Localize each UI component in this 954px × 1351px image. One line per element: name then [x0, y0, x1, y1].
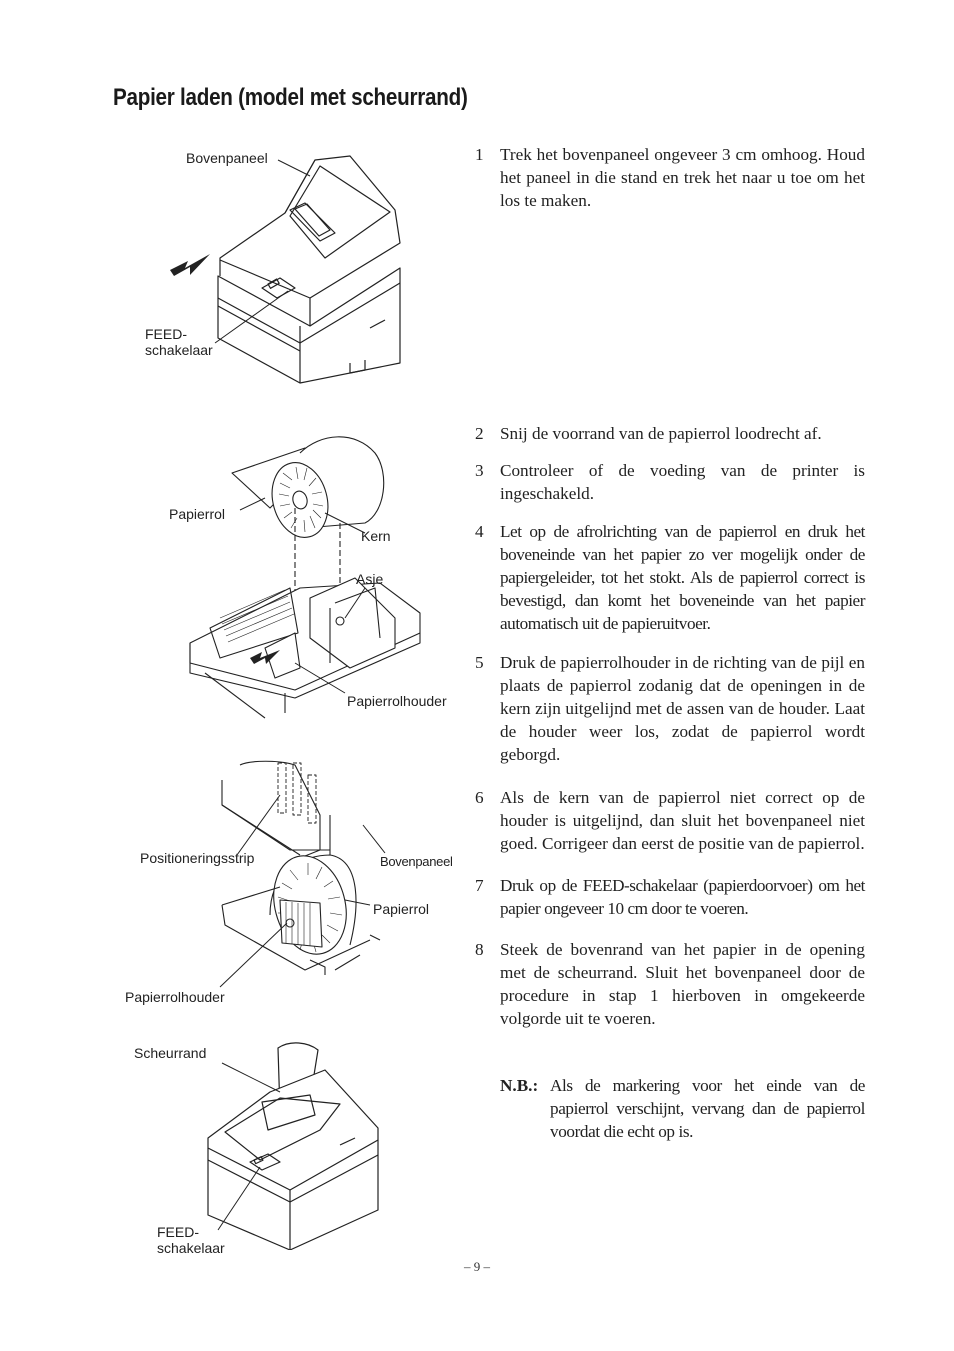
step-number: 6: [475, 787, 484, 807]
step-list: [475, 422, 865, 1030]
label-scheurrand: Scheurrand: [134, 1045, 207, 1061]
step-text: Snij de voorrand van de papierrol loodrecht af.: [500, 424, 822, 443]
step-text: Als de kern van de papierrol niet correct op de houder is uitgelijnd, dan sluit het bovenpaneel niet goed. Corrigeer dan eerst de positie van de papierrol.: [500, 787, 865, 854]
printer-tear-bar-illustration: [150, 1030, 390, 1250]
step-number: 4: [475, 521, 484, 541]
step-text: Trek het bovenpaneel ongeveer 3 cm omhoog. Houd het paneel in die stand en trek het naar u toe om het los te maken.: [500, 145, 865, 211]
step-number: 3: [475, 461, 484, 481]
step-number: 2: [475, 424, 484, 443]
step-number: 1: [475, 145, 484, 164]
label-positioneringsstrip: Positioneringsstrip: [140, 850, 255, 866]
step-text: Let op de afrolrichting van de papierrol en druk het boveneinde van het papier zo ver mogelijk onder de papiergeleider, tot het stokt. Als de papierrol correct is bevestigd, dan komt het boveneinde van het papier automatisch uit de papieruitvoer.: [500, 521, 865, 634]
step-item: [475, 422, 865, 445]
step-item: [475, 874, 865, 920]
label-papierrolhouder-2: Papierrolhouder: [347, 693, 447, 709]
paper-roll-insertion-illustration: [180, 428, 470, 723]
step-item: [475, 938, 865, 1031]
label-asje: Asje: [356, 571, 384, 587]
note-label: N.B.:: [500, 1076, 539, 1095]
step-text: Steek de bovenrand van het papier in de opening met de scheurrand. Sluit het bovenpaneel door de procedure in stap 1 hierboven in omgekeerde volgorde uit te voeren.: [500, 939, 865, 1029]
page-number: – 9 –: [464, 1259, 490, 1274]
label-feed-4b: schakelaar: [157, 1240, 225, 1256]
label-kern: Kern: [361, 528, 391, 544]
label-feed-4a: FEED-: [157, 1224, 199, 1240]
step-number: 5: [475, 652, 484, 672]
step-number: 8: [475, 939, 484, 959]
label-feed-1b: schakelaar: [145, 342, 213, 358]
positioning-strip-illustration: [130, 755, 470, 1000]
step-number: 7: [475, 876, 484, 896]
label-papierrol-3: Papierrol: [373, 901, 430, 917]
step-text: Druk op de FEED-schakelaar (papierdoorvoer) om het papier ongeveer 10 cm door te voeren.: [500, 876, 865, 919]
step-item: [475, 459, 865, 505]
label-papierrolhouder-3: Papierrolhouder: [125, 989, 225, 1005]
step-item: [475, 143, 865, 213]
step-item: [475, 520, 865, 636]
step-list: [475, 143, 865, 213]
step-item: [475, 651, 865, 767]
step-item: [475, 786, 865, 856]
label-bovenpaneel-1: Bovenpaneel: [186, 150, 268, 166]
step-text: Druk de papierrolhouder in de richting van de pijl en plaats de papierrol zodanig dat de openingen in de kern zijn uitgelijnd met de assen van de houder. Laat de houder weer los, zodat de papierrol wordt geborgd.: [500, 652, 865, 765]
label-feed-1a: FEED-: [145, 326, 187, 342]
note-text: Als de markering voor het einde van de papierrol verschijnt, vervang dan de papierrol voordat die echt op is.: [550, 1076, 865, 1142]
step-text: Controleer of de voeding van de printer is ingeschakeld.: [500, 461, 865, 504]
label-papierrol-2: Papierrol: [169, 506, 226, 522]
label-bovenpaneel-3: Bovenpaneel: [380, 854, 453, 869]
page-title: Papier laden (model met scheurrand): [113, 84, 468, 111]
note-block: [500, 1074, 865, 1144]
